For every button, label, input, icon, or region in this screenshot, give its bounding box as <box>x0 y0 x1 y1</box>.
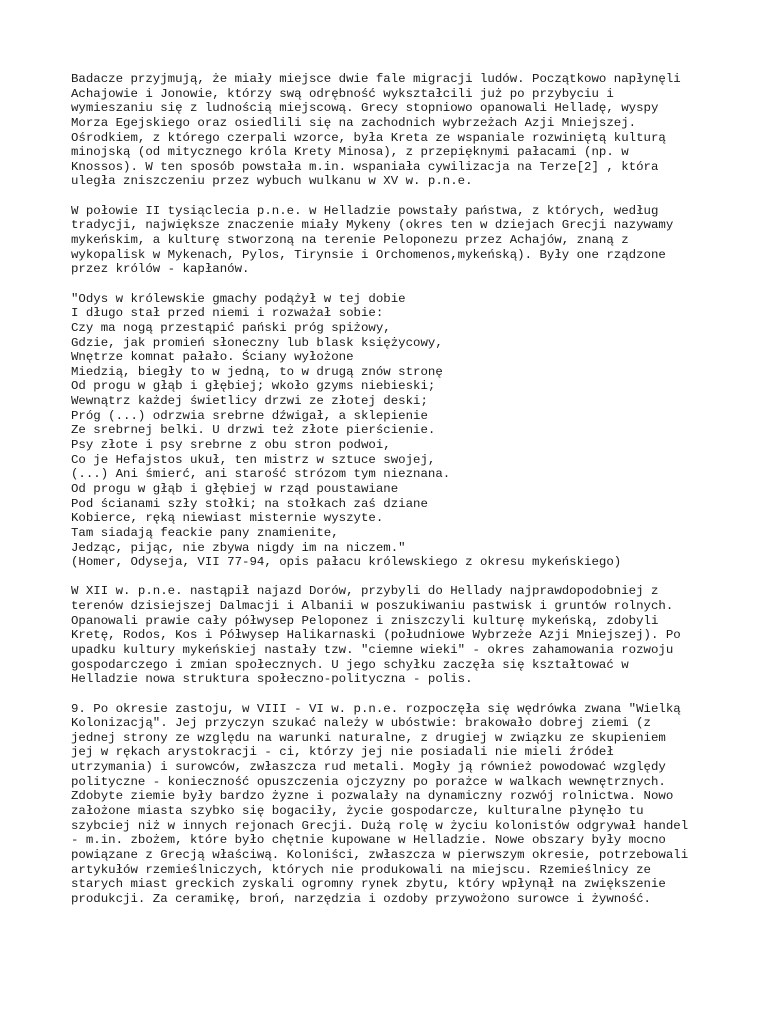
text-line: 9. Po okresie zastoju, w VIII - VI w. p.n.e. rozpoczęła się wędrówka zwana "Wielką <box>71 701 681 716</box>
text-line: uległa zniszczeniu przez wybuch wulkanu w XV w. p.n.e. <box>71 174 473 189</box>
text-line: Badacze przyjmują, że miały miejsce dwie fale migracji ludów. Początkowo napłynęli <box>71 72 681 86</box>
quote-line: Tam siadają feackie pany znamienite, <box>71 525 339 540</box>
quote-line: (...) Ani śmierć, ani starość strózom tym nieznana. <box>71 467 451 482</box>
paragraph-colonization <box>71 702 731 907</box>
quote-line: Wnętrze komnat pałało. Ściany wyłożone <box>71 350 354 365</box>
text-line: gospodarczego i zmian społecznych. U jego schyłku zaczęła się kształtować w <box>71 657 629 672</box>
text-line: jednej strony ze względu na warunki naturalne, z drugiej w związku ze skupieniem <box>71 730 666 745</box>
text-line: założone miasta szybko się bogaciły, życie gospodarcze, kulturalne płynęło tu <box>71 804 644 819</box>
text-line: szybciej niż w innych rejonach Grecji. Dużą rolę w życiu kolonistów odgrywał handel <box>71 818 689 833</box>
quote-odyssey <box>71 292 731 570</box>
paragraph-dorians <box>71 584 731 686</box>
text-line: wykopalisk w Mykenach, Pylos, Tirynsie i Orchomenos,mykeńską). Były one rządzone <box>71 247 666 262</box>
quote-line: Co je Hefajstos ukuł, ten mistrz w sztuce swojej, <box>71 452 436 467</box>
text-line: produkcji. Za ceramikę, broń, narzędzia i ozdoby przywożono surowce i żywność. <box>71 891 651 906</box>
quote-line: Psy złote i psy srebrne z obu stron podwoi, <box>71 438 391 453</box>
quote-line: "Odys w królewskie gmachy podążył w tej dobie <box>71 291 406 306</box>
text-line: Helladzie nowa struktura społeczno-polityczna - polis. <box>71 672 473 687</box>
text-line: W połowie II tysiąclecia p.n.e. w Helladzie powstały państwa, z których, według <box>71 203 659 218</box>
text-line: upadku kultury mykeńskiej nastały tzw. "ciemne wieki" - okres zahamowania rozwoju <box>71 642 674 657</box>
quote-line: Jedząc, pijąc, nie zbywa nigdy im na niczem." <box>71 540 406 555</box>
text-line: Opanowali prawie cały półwysep Peloponez i zniszczyli kulturę mykeńską, zdobyli <box>71 613 659 628</box>
quote-line: Ze srebrnej belki. U drzwi też złote pierścienie. <box>71 423 436 438</box>
text-line: powiązane z Grecją właściwą. Koloniści, zwłaszcza w pierwszym okresie, potrzebowali <box>71 847 689 862</box>
text-line: Kolonizacją". Jej przyczyn szukać należy w ubóstwie: brakowało dobrej ziemi (z <box>71 716 651 731</box>
quote-line: Miedzią, biegły to w jedną, to w drugą znów stronę <box>71 364 443 379</box>
text-line: Ośrodkiem, z którego czerpali wzorce, była Kreta ze wspaniale rozwiniętą kulturą <box>71 130 666 145</box>
text-line: polityczne - konieczność opuszczenia ojczyzny po porażce w walkach wewnętrznych. <box>71 774 666 789</box>
text-line: tradycji, największe znaczenie miały Mykeny (okres ten w dziejach Grecji nazywamy <box>71 218 674 233</box>
text-line: starych miast greckich zyskali ogromny rynek zbytu, który wpłynął na zwiększenie <box>71 877 666 892</box>
text-line: Morza Egejskiego oraz osiedlili się na zachodnich wybrzeżach Azji Mniejszej. <box>71 115 637 130</box>
quote-line: Pod ścianami szły stołki; na stołkach zaś dziane <box>71 496 428 511</box>
text-line: Zdobyte ziemie były bardzo żyzne i pozwalały na dynamiczny rozwój rolnictwa. Nowo <box>71 789 674 804</box>
quote-line: Wewnątrz każdej świetlicy drzwi ze złotej deski; <box>71 394 428 409</box>
text-line: minojską (od mitycznego króla Krety Minosa), z przepięknymi pałacami (np. w <box>71 145 629 160</box>
quote-line: Próg (...) odrzwia srebrne dźwigał, a sklepienie <box>71 408 428 423</box>
quote-line: Gdzie, jak promień słoneczny lub blask księżycowy, <box>71 335 443 350</box>
text-line: artykułów rzemieślniczych, których nie produkowali na miejscu. Rzemieślnicy ze <box>71 862 651 877</box>
quote-line: I długo stał przed niemi i rozważał sobie: <box>71 306 384 321</box>
text-line: wymieszaniu się z ludnością miejscową. Grecy stopniowo opanowali Helladę, wyspy <box>71 101 659 116</box>
text-line: jej w rękach arystokracji - ci, którzy jej nie posiadali nie mieli źródeł <box>71 745 614 760</box>
text-line: Kretę, Rodos, Kos i Półwysep Halikarnaski (południowe Wybrzeże Azji Mniejszej). Po <box>71 628 681 643</box>
paragraph-mycenae <box>71 204 731 277</box>
text-line: terenów dzisiejszej Dalmacji i Albanii w poszukiwaniu pastwisk i gruntów rolnych. <box>71 599 674 614</box>
paragraph-migrations <box>71 72 731 189</box>
quote-line: Od progu w głąb i głębiej; wkoło gzyms niebieski; <box>71 379 436 394</box>
text-line: mykeńskim, a kulturę stworzoną na terenie Peloponezu przez Achajów, znaną z <box>71 233 629 248</box>
text-line: Knossos). W ten sposób powstała m.in. wspaniała cywilizacja na Terze[2] , która <box>71 159 659 174</box>
quote-line: Kobierce, ręką niewiast misternie wyszyte. <box>71 511 384 526</box>
text-line: przez królów - kapłanów. <box>71 262 250 277</box>
text-line: - m.in. zbożem, które było chętnie kupowane w Helladzie. Nowe obszary były mocno <box>71 833 666 848</box>
quote-line: Czy ma nogą przestąpić pański próg spiżowy, <box>71 320 391 335</box>
text-line: utrzymania) i surowców, zwłaszcza rud metali. Mogły ją również powodować względy <box>71 760 666 775</box>
document-page <box>71 72 731 921</box>
quote-line: Od progu w głąb i głębiej w rząd poustawiane <box>71 481 399 496</box>
text-line: Achajowie i Jonowie, którzy swą odrębność wykształcili już po przybyciu i <box>71 86 614 101</box>
text-line: W XII w. p.n.e. nastąpił najazd Dorów, przybyli do Hellady najprawdopodobniej z <box>71 584 659 599</box>
quote-citation: (Homer, Odyseja, VII 77-94, opis pałacu królewskiego z okresu mykeńskiego) <box>71 555 622 570</box>
